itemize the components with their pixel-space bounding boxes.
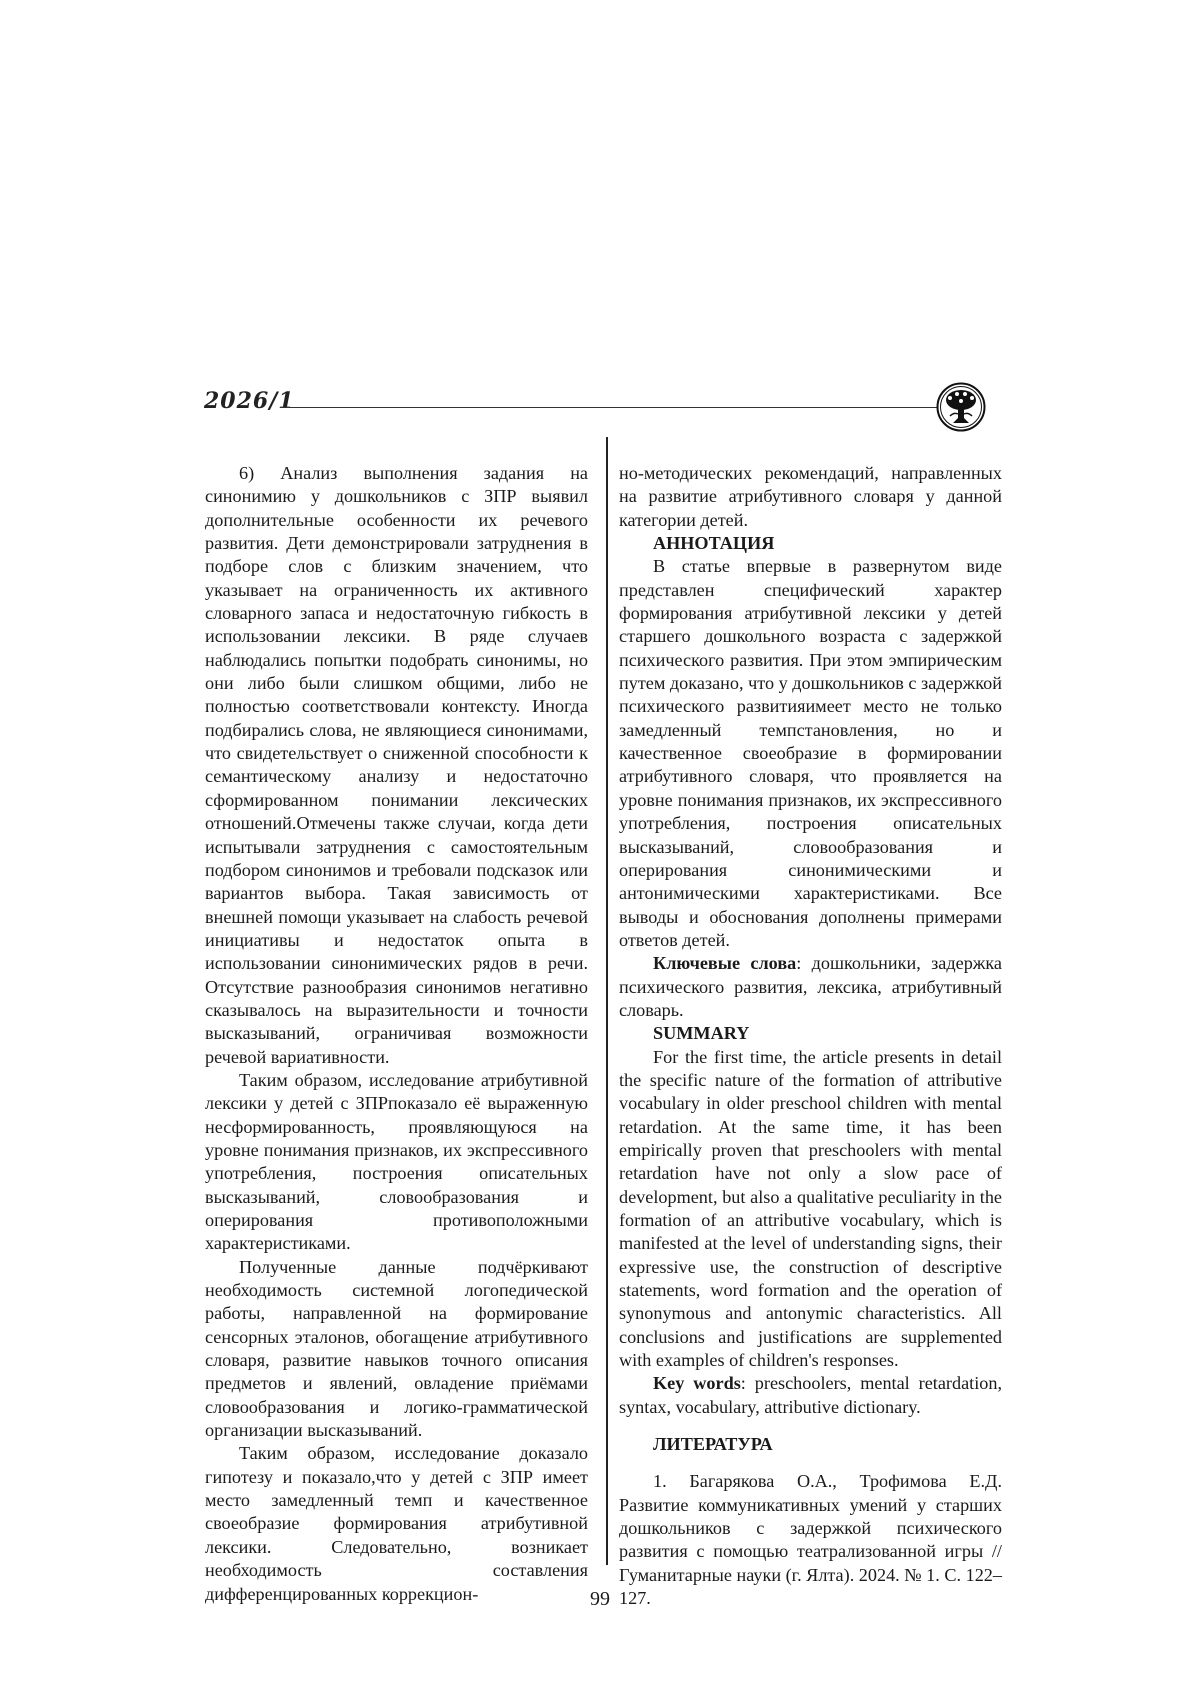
keywords-ru-text: : дошкольники, задержка психического развития, лексика, атрибутивный словарь. <box>619 953 1002 1020</box>
literature-heading: ЛИТЕРАТУРА <box>653 1434 773 1455</box>
summary-text: For the first time, the article presents in detail the specific nature of the formation of attributive vocabulary in older preschool children with mental retardation. At the same time, it has been empirically proven that preschoolers with mental retardation have not only a slow pace of development, but also a qualitative peculiarity in the formation of an attributive vocabulary, which is manifested at the level of understanding signs, their expressive use, the construction of descriptive statements, word formation and the operation of synonymous and antonymic characteristics. All conclusions and justifications are supplemented with examples of children's responses. <box>619 1046 1002 1371</box>
reference-item: 1. Багарякова О.А., Трофимова Е.Д. Развитие коммуникативных умений у старших дошкольников с задержкой психического развития с помощью театрализованной игры // Гуманитарные науки (г. Ялта). 2024. № 1. С. 122–127. <box>619 1471 1002 1609</box>
keywords-en-text: : preschoolers, mental retardation, syntax, vocabulary, attributive dictionary. <box>619 1373 1002 1417</box>
annotation-heading: АННОТАЦИЯ <box>653 533 775 554</box>
keywords-ru <box>619 952 1002 1022</box>
tree-emblem-icon <box>936 382 986 432</box>
left-column <box>205 462 588 1606</box>
page-number: 99 <box>590 1588 610 1610</box>
issue-number: 2026/1 <box>204 388 295 414</box>
keywords-en <box>619 1372 1002 1419</box>
body-paragraph: 6) Анализ выполнения задания на синонимию у дошкольников с ЗПР выявил дополнительные особенности их речевого развития. Дети демонстрировали затруднения в подборе слов с близким значением, что указывает на ограниченность их активного словарного запаса и недостаточную гибкость в использовании лексики. В ряде случаев наблюдались попытки подобрать синонимы, но они либо были слишком общими, либо не полностью соответствовали контексту. Иногда подбирались слова, не являющиеся синонимами, что свидетельствует о сниженной способности к семантическому анализу и недостаточно сформированном понимании лексических отношений.Отмечены также случаи, когда дети испытывали затруднения с самостоятельным подбором синонимов и требовали подсказок или вариантов выбора. Такая зависимость от внешней помощи указывает на слабость речевой инициативы и недостаток опыта в использовании синонимических рядов в речи. Отсутствие разнообразия синонимов негативно сказывалось на выразительности и точности высказываний, ограничивая возможности речевой вариативности. <box>205 463 588 1067</box>
summary-heading: SUMMARY <box>653 1023 750 1044</box>
right-column <box>619 462 1002 1611</box>
body-paragraph-continued: но-методических рекомендаций, направленных на развитие атрибутивного словаря у данной категории детей. <box>619 463 1002 530</box>
annotation-text: В статье впервые в развернутом виде представлен специфический характер формирования атрибутивной лексики у детей старшего дошкольного возраста с задержкой психического развития. При этом эмпирическим путем доказано, что у дошкольников с задержкой психического развитияимеет место не только замедленный темпстановления, но и качественное своеобразие в формировании атрибутивного словаря, что проявляется на уровне понимания признаков, их экспрессивного употребления, построения описательных высказываний, словообразования и оперирования синонимическими и антонимическими характеристиками. Все выводы и обоснования дополнены примерами ответов детей. <box>619 556 1002 950</box>
column-divider <box>606 437 608 1565</box>
keywords-en-label: Key words <box>653 1373 741 1394</box>
body-paragraph: Таким образом, исследование атрибутивной лексики у детей с ЗПРпоказало её выраженную несформированность, проявляющуюся на уровне понимания признаков, их экспрессивного употребления, построения описательных высказываний, словообразования и оперирования противоположными характеристиками. <box>205 1069 588 1254</box>
keywords-ru-label: Ключевые слова <box>653 953 797 974</box>
header-rule <box>280 407 942 408</box>
body-paragraph: Полученные данные подчёркивают необходимость системной логопедической работы, направленной на формирование сенсорных эталонов, обогащение атрибутивного словаря, развитие навыков точного описания предметов и явлений, овладение приёмами словообразования и логико-грамматической организации высказываний. <box>205 1256 588 1441</box>
body-paragraph: Таким образом, исследование доказало гипотезу и показало,что у детей с ЗПР имеет место замедленный темп и качественное своеобразие формирования атрибутивной лексики. Следовательно, возникает необходимость составления дифференцированных коррекцион- <box>205 1443 588 1604</box>
